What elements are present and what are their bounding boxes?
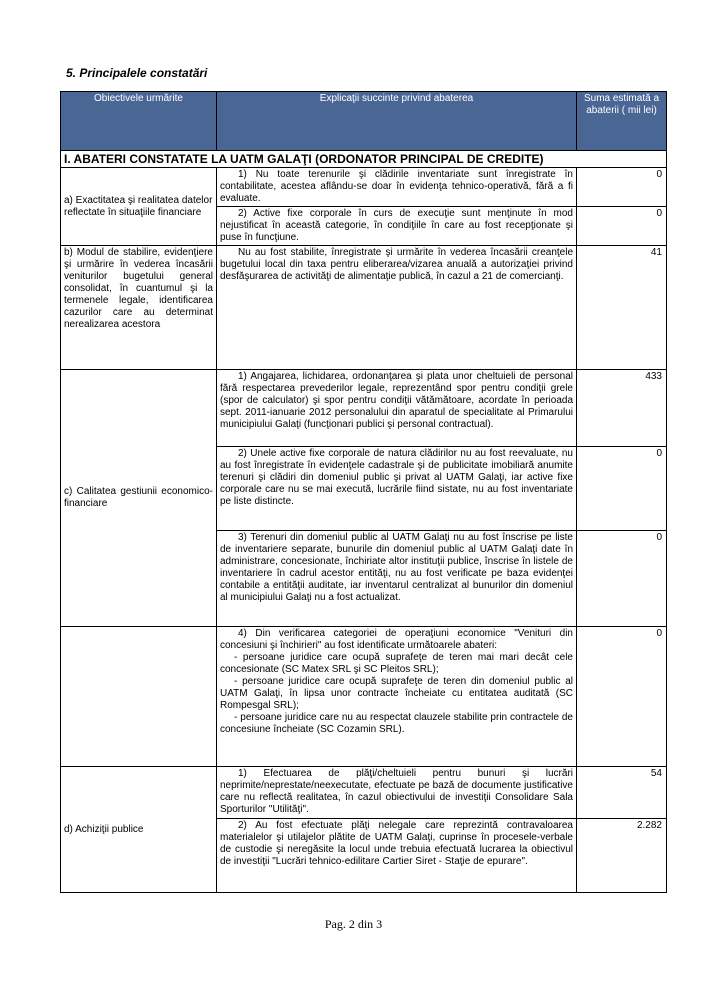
objective-c: c) Calitatea gestiunii economico-financiare xyxy=(61,370,217,627)
explanation-cell: 1) Efectuarea de plăţi/cheltuieli pentru bunuri şi lucrări neprimite/neprestate/neexecutate, efectuate pe bază de documente justificative care nu reflectă realitatea, în cazul obiectivului de investiţii Consolidare Sala Sporturilor "Utilităţi". xyxy=(217,767,577,819)
objective-c-continued xyxy=(61,627,217,767)
findings-table xyxy=(60,91,667,893)
explanation-cell: 1) Nu toate terenurile şi clădirile inventariate sunt înregistrate în contabilitate, acestea aflându-se doar în evidenţa tehnico-operativă, fără a fi evaluate. xyxy=(217,168,577,207)
explanation-bullet: - persoane juridice care ocupă suprafeţe de teren din domeniul public al UATM Galaţi, în lipsa unor contracte încheiate cu entitatea auditată (SC Rompesgal SRL); xyxy=(220,676,573,711)
explanation-cell: 3) Terenuri din domeniul public al UATM Galaţi nu au fost înscrise pe liste de inventariere separate, bunurile din domeniul public al UATM Galaţi date în administrare, concesionate, închiriate altor instituţii publice, înscrise în listele de inventariere în cadrul acestor entităţi, nu au fost verificate pe baza evidenţei contabile a entităţii auditate, iar inventarul centralizat al bunurilor din domeniul al municipiului Galaţi nu a fost actualizat. xyxy=(217,531,577,627)
explanation-bullet: - persoane juridice care nu au respectat clauzele stabilite prin contractele de concesiune încheiate (SC Cozamin SRL). xyxy=(220,712,573,735)
explanation-intro: 4) Din verificarea categoriei de operaţiuni economice "Venituri din concesiuni şi închirieri" au fost identificate următoarele abateri: xyxy=(220,628,573,651)
objective-a: a) Exactitatea şi realitatea datelor reflectate în situaţiile financiare xyxy=(61,168,217,246)
amount-cell: 433 xyxy=(577,370,667,447)
page-footer: Pag. 2 din 3 xyxy=(324,917,383,931)
header-explanations: Explicaţii succinte privind abaterea xyxy=(217,92,577,151)
amount-cell: 0 xyxy=(577,447,667,531)
objective-b: b) Modul de stabilire, evidenţiere şi urmărire în vederea încasării veniturilor bugetului general consolidat, în cuantumul şi la termenele legale, identificarea cazurilor care au determinat nerealizarea acestora xyxy=(61,246,217,370)
table-header-row xyxy=(61,92,667,151)
explanation-cell: Nu au fost stabilite, înregistrate şi urmărite în vederea încasării creanţele bugetului local din taxa pentru eliberarea/vizarea anuală a autorizaţiei privind desfăşurarea de activităţi de alimentaţie publică, în cazul a 21 de comercianţi. xyxy=(217,246,577,370)
table-row xyxy=(61,767,667,819)
explanation-cell: 2) Unele active fixe corporale de natura clădirilor nu au fost reevaluate, nu au fost înregistrate în evidenţele cadastrale şi de publicitate imobiliară anumite terenuri şi clădiri din domeniul public şi privat al UATM Galaţi, iar active fixe corporale care nu se mai execută, lucrările fiind sistate, nu au fost inventariate pe liste distincte. xyxy=(217,447,577,531)
section-heading-row xyxy=(61,151,667,168)
header-objectives: Obiectivele urmărite xyxy=(61,92,217,151)
header-amount: Suma estimată a abaterii ( mii lei) xyxy=(577,92,667,151)
table-row xyxy=(61,246,667,370)
table-row xyxy=(61,627,667,767)
explanation-cell: 2) Active fixe corporale în curs de execuţie sunt menţinute în mod nejustificat în această categorie, în condiţiile în care au fost recepţionate şi puse în funcţiune. xyxy=(217,207,577,246)
section-heading: I. ABATERI CONSTATATE LA UATM GALAŢI (ORDONATOR PRINCIPAL DE CREDITE) xyxy=(61,151,667,168)
section-title: 5. Principalele constatări xyxy=(66,66,208,80)
amount-cell: 0 xyxy=(577,168,667,207)
table-row xyxy=(61,370,667,447)
table-row xyxy=(61,168,667,207)
amount-cell: 0 xyxy=(577,627,667,767)
objective-d: d) Achiziţii publice xyxy=(61,767,217,893)
amount-cell: 0 xyxy=(577,531,667,627)
amount-cell: 2.282 xyxy=(577,819,667,893)
explanation-cell: 2) Au fost efectuate plăţi nelegale care reprezintă contravaloarea materialelor şi utilajelor plătite de UATM Galaţi, cuprinse în procesele-verbale de custodie şi neregăsite la locul unde trebuia efectuată lucrarea la obiectivul de investiţii "Lucrări tehnico-edilitare Cartier Siret - Staţie de epurare". xyxy=(217,819,577,893)
explanation-cell: 1) Angajarea, lichidarea, ordonanţarea şi plata unor cheltuieli de personal fără respectarea prevederilor legale, reprezentând spor pentru condiţii grele (spor de calculator) şi spor pentru condiţii vătămătoare, acordate în perioada sept. 2011-ianuarie 2012 personalului din aparatul de specialitate al Primarului municipiului Galaţi (funcţionari publici şi personal contractual). xyxy=(217,370,577,447)
amount-cell: 41 xyxy=(577,246,667,370)
explanation-bullet: - persoane juridice care ocupă suprafeţe de teren mai mari decât cele concesionate (SC Matex SRL şi SC Pleitos SRL); xyxy=(220,652,573,675)
amount-cell: 54 xyxy=(577,767,667,819)
explanation-cell xyxy=(217,627,577,767)
amount-cell: 0 xyxy=(577,207,667,246)
